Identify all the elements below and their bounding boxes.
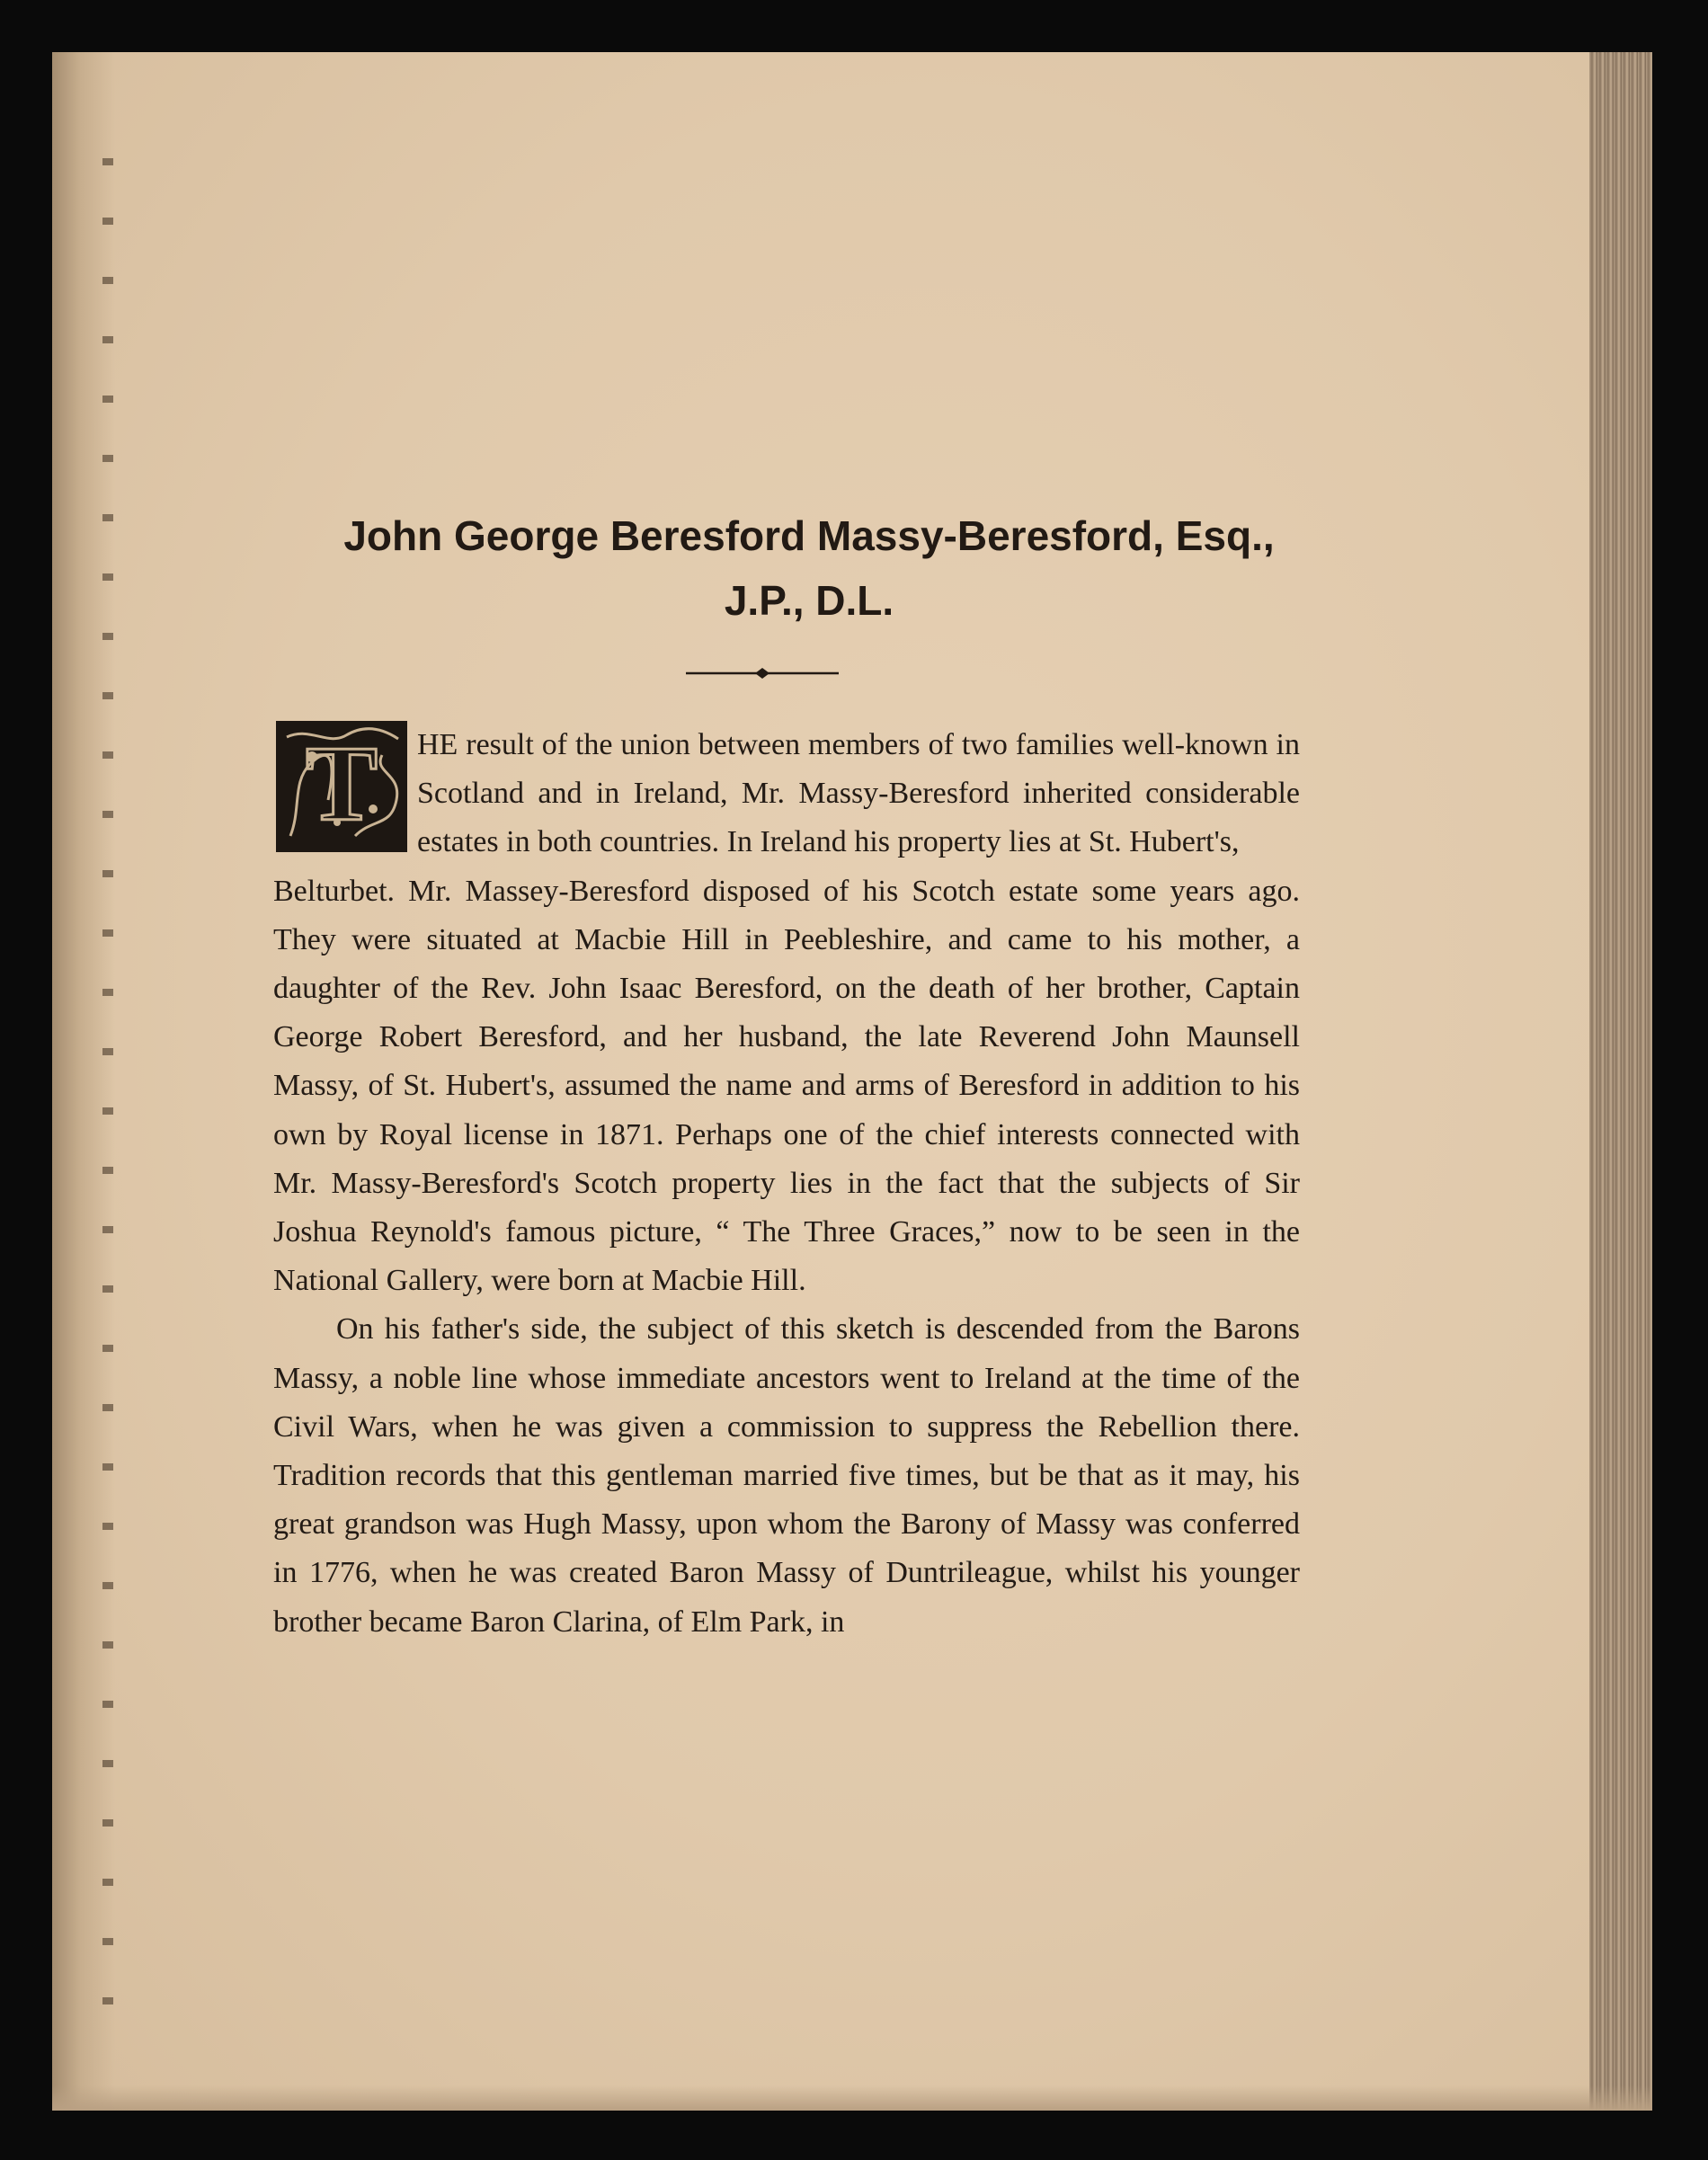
page-title — [270, 503, 1348, 633]
paragraph-1-rest: Belturbet. Mr. Massey-Beresford disposed of his Scotch estate some years ago. They were situated at Macbie Hill in Peebleshire, and came to his mother, a daughter of the Rev. John Isaac Beresford, on the death of her brother, Captain George Robert Beresford, and her husband, the late Reverend John Maunsell Massy, of St. Hubert's, assumed the name and arms of Beresford in addition to his own by Royal license in 1871. Perhaps one of the chief interests connected with Mr. Massy-Beresford's Scotch property lies in the fact that the subjects of Sir Joshua Reynold's famous picture, “ The Three Graces,” now to be seen in the National Gallery, were born at Macbie Hill. — [273, 874, 1300, 1298]
title-line-1: John George Beresford Massy-Beresford, Esq., — [343, 512, 1275, 559]
title-line-2: J.P., D.L. — [724, 577, 894, 624]
binding-stitches — [102, 106, 113, 2039]
bottom-edge-shadow — [52, 2085, 1652, 2111]
ornament-rule-icon — [686, 666, 839, 680]
article-body — [273, 721, 1300, 1647]
paragraph-2: On his father's side, the subject of this sketch is descended from the Barons Massy, a noble line whose immediate ancestors went to Ireland at the time of the Civil Wars, when he was given a commission to suppress the Rebellion there. Tradition records that this gentleman married five times, but be that as it may, his great grandson was Hugh Massy, upon whom the Barony of Massy was conferred in 1776, when he was created Baron Massy of Duntrileague, whilst his younger brother became Baron Clarina, of Elm Park, in — [273, 1312, 1300, 1639]
page-edges — [1589, 52, 1652, 2111]
dropcap-letter: T — [305, 724, 378, 843]
paragraph-1 — [273, 721, 1300, 1305]
paragraph-1-lead: HE result of the union between members of two families well-known in Scotland and in Ireland, Mr. Massy-Beresford inherited considerable estates in both countries. In Ireland his property lies at St. Hubert's, — [417, 728, 1300, 859]
